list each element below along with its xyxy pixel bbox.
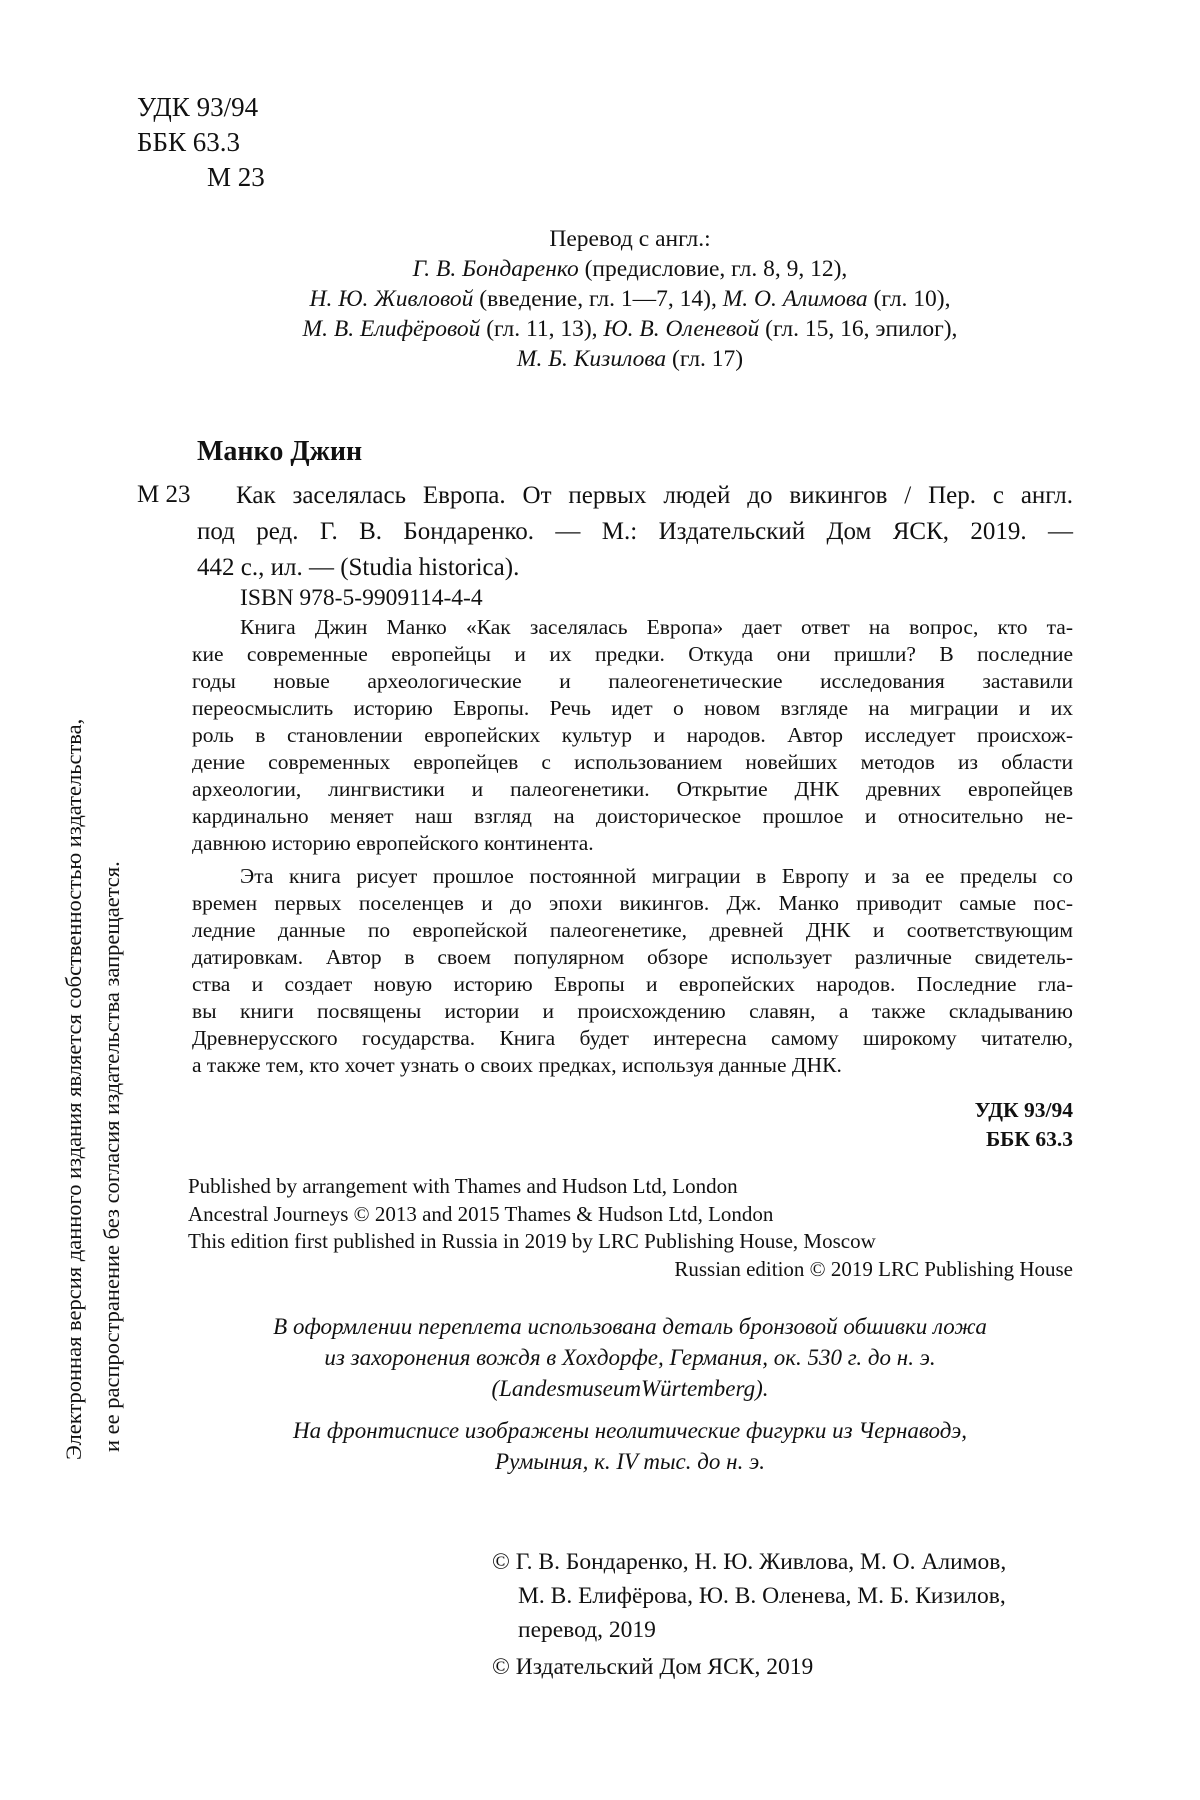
author-name: Манко Джин: [197, 436, 363, 467]
copyright-translators-cont: М. В. Елифёрова, Ю. В. Оленева, М. Б. Кизилов,: [518, 1583, 1006, 1609]
frontispiece-note-line: На фронтисписе изображены неолитические фигурки из Чернаводэ,: [293, 1418, 967, 1443]
annotation-line: кардинально меняет наш взгляд на доисторическое прошлое и относительно не-: [192, 804, 1073, 828]
translator-name: М. В. Елифёровой: [302, 316, 481, 342]
annotation-line: вы книги посвящены истории и происхождению славян, а также складыванию: [192, 999, 1073, 1023]
annotation-line: годы новые археологические и палеогенетические исследования заставили: [192, 669, 1073, 693]
translator-line: [230, 284, 1030, 314]
translator-chapters: (гл. 15, 16, эпилог),: [759, 316, 958, 342]
annotation-udk: УДК 93/94: [974, 1098, 1073, 1122]
annotation-line: Книга Джин Манко «Как заселялась Европа» дает ответ на вопрос, кто та-: [240, 615, 1073, 639]
translator-line: [230, 314, 1030, 344]
cover-note-line: из захоронения вождя в Хохдорфе, Германия, ок. 530 г. до н. э.: [324, 1345, 936, 1370]
translator-line: [230, 344, 1030, 374]
title-line: Как заселялась Европа. От первых людей до викингов / Пер. с англ.: [236, 482, 1073, 509]
translators-heading: Перевод с англ.:: [549, 226, 711, 252]
copyright-translators: © Г. В. Бондаренко, Н. Ю. Живлова, М. О. Алимов,: [492, 1549, 1007, 1575]
cover-note-line: В оформлении переплета использована деталь бронзовой обшивки ложа: [273, 1314, 987, 1339]
annotation-line: Древнерусского государства. Книга будет интересна самому широкому читателю,: [192, 1026, 1073, 1050]
translator-chapters: (гл. 17): [666, 346, 744, 372]
title-line: под ред. Г. В. Бондаренко. — М.: Издательский Дом ЯСК, 2019. —: [197, 518, 1073, 545]
annotation-bbk: ББК 63.3: [985, 1127, 1073, 1151]
cover-note-line: (LandesmuseumWürtemberg).: [491, 1376, 769, 1401]
annotation-line: археологии, лингвистики и палеогенетики. Открытие ДНК древних европейцев: [192, 777, 1073, 801]
side-notice-line: Электронная версия данного издания является собственностью издательства,: [61, 718, 86, 1460]
translator-chapters: (предисловие, гл. 8, 9, 12),: [578, 256, 848, 282]
isbn: ISBN 978-5-9909114-4-4: [240, 585, 483, 611]
annotation-line: времен первых поселенцев и до эпохи викингов. Дж. Манко приводит самые пос-: [192, 891, 1073, 915]
frontispiece-note-line: Румыния, к. IV тыс. до н. э.: [495, 1449, 765, 1474]
annotation-line: ледние данные по европейской палеогенетике, древней ДНК и соответствующим: [192, 918, 1073, 942]
translator-line: [230, 254, 1030, 284]
copyright-translation-year: перевод, 2019: [518, 1617, 656, 1643]
annotation-line: дение современных европейцев с использованием новейших методов из области: [192, 750, 1073, 774]
publishing-line: Ancestral Journeys © 2013 and 2015 Thames & Hudson Ltd, London: [188, 1202, 774, 1226]
title-line: 442 с., ил. — (Studia historica).: [197, 554, 520, 581]
annotation-line: а также тем, кто хочет узнать о своих предках, используя данные ДНК.: [192, 1053, 842, 1077]
translator-chapters: (гл. 11, 13),: [480, 316, 604, 342]
annotation-line: переосмыслить историю Европы. Речь идет о новом взгляде на миграции и их: [192, 696, 1073, 720]
translator-name: Ю. В. Оленевой: [603, 316, 760, 342]
publishing-line: Published by arrangement with Thames and Hudson Ltd, London: [188, 1174, 738, 1198]
translator-name: М. Б. Кизилова: [516, 346, 667, 372]
annotation-line: давнюю историю европейского континента.: [192, 831, 594, 855]
annotation-line: кие современные европейцы и их предки. Откуда они пришли? В последние: [192, 642, 1073, 666]
translator-name: Г. В. Бондаренко: [412, 256, 579, 282]
translator-chapters: (гл. 10),: [867, 286, 951, 312]
author-mark: М 23: [207, 162, 265, 192]
udk-code: УДК 93/94: [137, 92, 259, 122]
bbk-code: ББК 63.3: [137, 127, 241, 157]
catalog-code: М 23: [137, 481, 191, 508]
translator-name: М. О. Алимова: [722, 286, 868, 312]
annotation-line: датировкам. Автор в своем популярном обзоре использует различные свидетель-: [192, 945, 1073, 969]
translator-chapters: (введение, гл. 1—7, 14),: [473, 286, 723, 312]
annotation-line: Эта книга рисует прошлое постоянной миграции в Европу и за ее пределы со: [240, 864, 1073, 888]
annotation-line: ства и создает новую историю Европы и европейских народов. Последние гла-: [192, 972, 1073, 996]
annotation-line: роль в становлении европейских культур и народов. Автор исследует происхож-: [192, 723, 1073, 747]
side-notice-line: и ее распространение без согласия издательства запрещается.: [99, 861, 124, 1452]
publishing-line: This edition first published in Russia in 2019 by LRC Publishing House, Moscow: [188, 1229, 876, 1253]
russian-edition: Russian edition © 2019 LRC Publishing House: [674, 1257, 1073, 1281]
translator-name: Н. Ю. Живловой: [309, 286, 474, 312]
copyright-publisher: © Издательский Дом ЯСК, 2019: [492, 1654, 814, 1680]
side-copyright-notice: [55, 460, 145, 1460]
